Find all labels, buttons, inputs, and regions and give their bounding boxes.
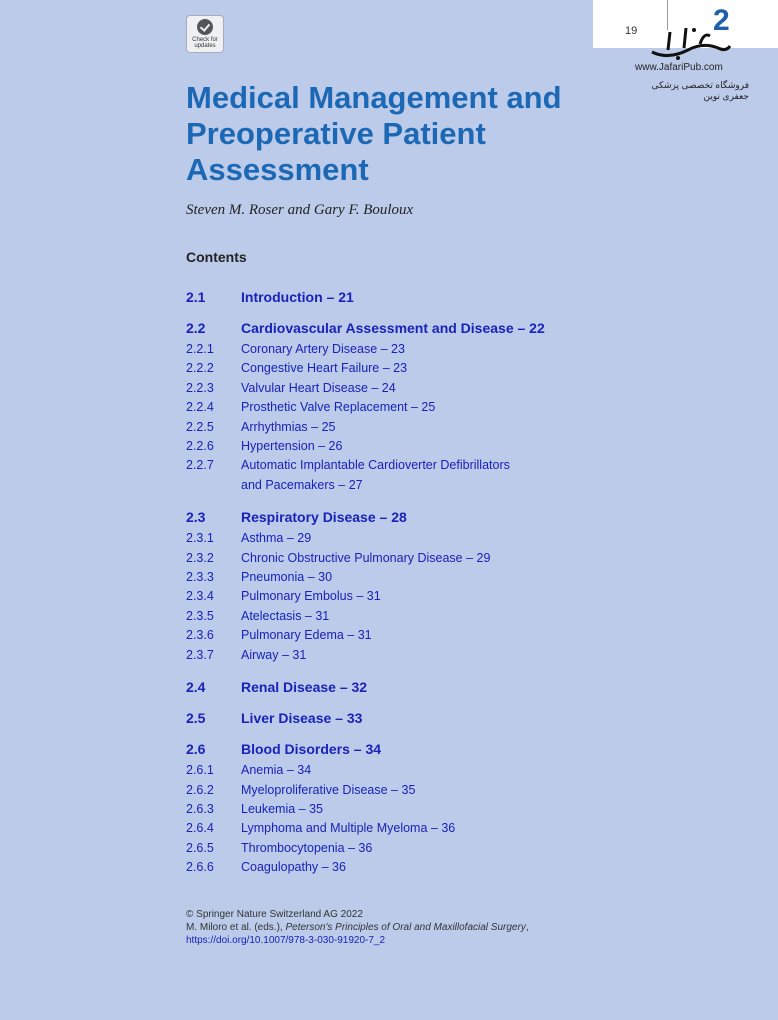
- toc-number: 2.2.6: [186, 439, 214, 454]
- citation: [186, 921, 529, 934]
- toc-title-line: Hypertension – 26: [241, 439, 343, 454]
- toc-title: [241, 508, 586, 526]
- toc-title: [241, 568, 586, 587]
- book-title: Peterson's Principles of Oral and Maxillofacial Surgery: [285, 922, 526, 933]
- toc-title: [241, 529, 586, 548]
- badge-label: Check for updates: [192, 37, 218, 49]
- toc-number: 2.6.4: [186, 821, 214, 836]
- toc-title: [241, 437, 586, 456]
- citation-suffix: ,: [525, 922, 529, 933]
- toc-section[interactable]: [186, 288, 586, 306]
- toc-subsection[interactable]: [186, 437, 586, 456]
- toc-title: [241, 800, 586, 819]
- toc-title-line: Prosthetic Valve Replacement – 25: [241, 400, 436, 415]
- toc-number: 2.3.7: [186, 647, 214, 662]
- toc-title: [241, 359, 586, 378]
- toc-title: [241, 398, 586, 417]
- toc-section[interactable]: [186, 678, 586, 696]
- toc-title-line: Congestive Heart Failure – 23: [241, 361, 408, 376]
- toc-title: [241, 678, 586, 696]
- watermark-shop-name: فروشگاه تخصصی پزشکی جعفری نوین: [651, 80, 749, 101]
- toc-number: 2.6.3: [186, 801, 214, 816]
- toc-title: [241, 646, 586, 665]
- toc-title-line: Chronic Obstructive Pulmonary Disease – 29: [241, 550, 491, 565]
- toc-subsection[interactable]: [186, 549, 586, 568]
- toc-subsection[interactable]: [186, 359, 586, 378]
- watermark-url: www.JafariPub.com: [635, 62, 723, 73]
- toc-subsection[interactable]: [186, 379, 586, 398]
- table-of-contents: [186, 288, 586, 878]
- toc-title: [241, 607, 586, 626]
- toc-title-line: Introduction – 21: [241, 289, 354, 305]
- toc-title-line: Renal Disease – 32: [241, 679, 368, 696]
- toc-title-line: Thrombocytopenia – 36: [241, 840, 373, 855]
- citation-prefix: M. Miloro et al. (eds.),: [186, 922, 286, 933]
- toc-title: [241, 340, 586, 359]
- toc-subsection[interactable]: [186, 398, 586, 417]
- toc-section[interactable]: [186, 740, 586, 758]
- toc-title-line: Valvular Heart Disease – 24: [241, 380, 396, 395]
- toc-title-line: Cardiovascular Assessment and Disease – 22: [241, 320, 545, 336]
- toc-title: [241, 418, 586, 437]
- toc-number: 2.2.7: [186, 458, 214, 473]
- toc-subsection[interactable]: [186, 819, 586, 838]
- toc-title-line: Blood Disorders – 34: [241, 741, 382, 758]
- toc-section[interactable]: [186, 508, 586, 526]
- toc-number: 2.6.1: [186, 763, 214, 778]
- toc-subsection[interactable]: [186, 568, 586, 587]
- toc-section[interactable]: [186, 319, 586, 337]
- toc-title: [241, 761, 586, 780]
- toc-section[interactable]: [186, 709, 586, 727]
- toc-subsection[interactable]: [186, 800, 586, 819]
- toc-title-line: Airway – 31: [241, 647, 307, 662]
- page-number: 19: [625, 25, 638, 37]
- toc-title-line: Pneumonia – 30: [241, 570, 333, 585]
- toc-title-line: and Pacemakers – 27: [241, 477, 363, 492]
- toc-title-line: Atelectasis – 31: [241, 608, 330, 623]
- toc-number: 2.2.1: [186, 342, 214, 356]
- toc-title-line: Pulmonary Edema – 31: [241, 628, 372, 643]
- toc-title-line: Coronary Artery Disease – 23: [241, 342, 405, 356]
- toc-subsection[interactable]: [186, 781, 586, 800]
- toc-number: 2.3.6: [186, 628, 214, 643]
- toc-title: [241, 587, 586, 606]
- toc-title-line: Automatic Implantable Cardioverter Defibrillators: [241, 458, 510, 473]
- check-updates-icon: [197, 19, 213, 35]
- toc-number: 2.5: [186, 710, 206, 727]
- toc-title: [241, 549, 586, 568]
- toc-number: 2.6: [186, 741, 206, 758]
- toc-title: [241, 839, 586, 858]
- toc-number: 2.2.2: [186, 361, 214, 376]
- toc-number: 2.3.1: [186, 531, 214, 546]
- check-for-updates-badge[interactable]: [186, 15, 224, 53]
- toc-subsection[interactable]: [186, 646, 586, 665]
- toc-title: [241, 379, 586, 398]
- toc-title-line: Anemia – 34: [241, 763, 312, 778]
- toc-subsection[interactable]: [186, 587, 586, 606]
- toc-subsection[interactable]: [186, 529, 586, 548]
- chapter-title: Medical Management and Preoperative Patient Assessment: [186, 80, 562, 187]
- toc-title-line: Pulmonary Embolus – 31: [241, 589, 381, 604]
- toc-subsection[interactable]: [186, 456, 586, 495]
- toc-title-line: Asthma – 29: [241, 531, 312, 546]
- authors: Steven M. Roser and Gary F. Bouloux: [186, 202, 414, 218]
- toc-title: [241, 288, 586, 306]
- copyright: © Springer Nature Switzerland AG 2022: [186, 909, 363, 920]
- doi-link[interactable]: https://doi.org/10.1007/978-3-030-91920-7_2: [186, 935, 386, 946]
- toc-title: [241, 709, 586, 727]
- toc-title-line: Myeloproliferative Disease – 35: [241, 782, 416, 797]
- chapter-number: 2: [713, 4, 730, 37]
- toc-number: 2.6.5: [186, 840, 214, 855]
- toc-number: 2.2.4: [186, 400, 214, 415]
- contents-heading: Contents: [186, 249, 247, 265]
- toc-subsection[interactable]: [186, 418, 586, 437]
- toc-subsection[interactable]: [186, 340, 586, 359]
- toc-number: 2.3: [186, 509, 206, 526]
- toc-title-line: Coagulopathy – 36: [241, 860, 346, 875]
- toc-title: [241, 740, 586, 758]
- footer: [186, 908, 529, 947]
- toc-number: 2.2.3: [186, 380, 214, 395]
- toc-subsection[interactable]: [186, 607, 586, 626]
- toc-subsection[interactable]: [186, 761, 586, 780]
- toc-number: 2.2.5: [186, 419, 214, 434]
- toc-number: 2.3.2: [186, 550, 214, 565]
- toc-number: 2.3.3: [186, 570, 214, 585]
- toc-title: [241, 319, 586, 337]
- toc-title: [241, 819, 586, 838]
- toc-number: 2.1: [186, 289, 206, 305]
- watermark-logo-icon: [648, 22, 732, 62]
- toc-number: 2.3.4: [186, 589, 214, 604]
- toc-title: [241, 858, 586, 877]
- toc-title-line: Lymphoma and Multiple Myeloma – 36: [241, 821, 456, 836]
- toc-number: 2.3.5: [186, 608, 214, 623]
- toc-subsection[interactable]: [186, 858, 586, 877]
- toc-title: [241, 781, 586, 800]
- toc-title-line: Arrhythmias – 25: [241, 419, 336, 434]
- toc-subsection[interactable]: [186, 839, 586, 858]
- toc-title: [241, 456, 586, 495]
- toc-title: [241, 626, 586, 645]
- toc-subsection[interactable]: [186, 626, 586, 645]
- toc-number: 2.6.2: [186, 782, 214, 797]
- toc-number: 2.4: [186, 679, 206, 696]
- toc-number: 2.6.6: [186, 860, 214, 875]
- toc-title-line: Respiratory Disease – 28: [241, 509, 407, 526]
- toc-title-line: Liver Disease – 33: [241, 710, 363, 727]
- toc-number: 2.2: [186, 320, 206, 336]
- toc-title-line: Leukemia – 35: [241, 801, 324, 816]
